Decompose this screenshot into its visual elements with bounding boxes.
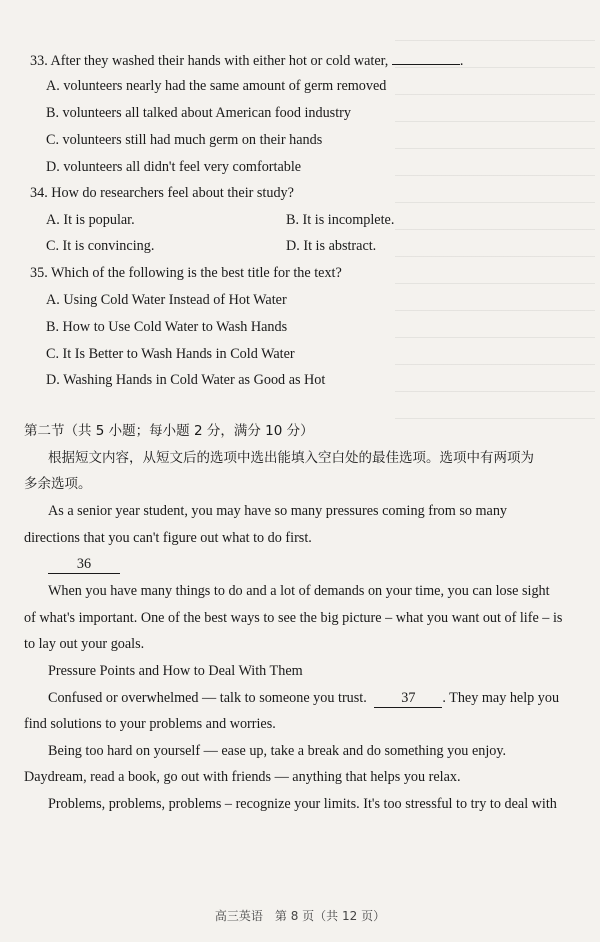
passage-paragraph-5-line-1: Problems, problems, problems – recognize your limits. It's too stressful to try to deal with (48, 796, 557, 812)
blank-37-number: 37 (374, 689, 442, 708)
question-34-option-d: D. It is abstract. (286, 238, 377, 254)
question-35-option-a: A. Using Cold Water Instead of Hot Water (46, 292, 287, 308)
passage-paragraph-4-line-2: Daydream, read a book, go out with friends — anything that helps you relax. (24, 769, 461, 785)
blank-36-number: 36 (48, 555, 120, 574)
passage-paragraph-2-line-2: of what's important. One of the best ways to see the big picture – what you want out of life – is (24, 610, 563, 626)
page-footer: 高三英语 第 8 页（共 12 页） (214, 909, 386, 923)
answer-blank (392, 50, 460, 65)
question-33-option-d: D. volunteers all didn't feel very comfortable (46, 159, 302, 175)
section-instructions-line-2: 多余选项。 (24, 476, 92, 492)
question-34-option-a: A. It is popular. (46, 212, 135, 228)
question-33-stem: 33. After they washed their hands with either hot or cold water, . (30, 50, 463, 70)
question-35-option-b: B. How to Use Cold Water to Wash Hands (46, 319, 288, 335)
section-heading: 第二节（共 5 小题；每小题 2 分，满分 10 分） (24, 423, 314, 439)
passage-paragraph-3-line-2: find solutions to your problems and worries. (24, 716, 276, 732)
section-instructions-line-1: 根据短文内容，从短文后的选项中选出能填入空白处的最佳选项。选项中有两项为 (48, 450, 534, 466)
question-33-option-c: C. volunteers still had much germ on their hands (46, 132, 323, 148)
question-33-option-a: A. volunteers nearly had the same amount of germ removed (46, 78, 387, 94)
question-34-stem: 34. How do researchers feel about their study? (30, 185, 294, 201)
question-34-option-c: C. It is convincing. (46, 238, 155, 254)
bleed-through-shadow (395, 40, 595, 420)
passage-paragraph-4-line-1: Being too hard on yourself — ease up, take a break and do something you enjoy. (48, 743, 507, 759)
passage-paragraph-2-line-1: When you have many things to do and a lot of demands on your time, you can lose sight (48, 583, 550, 599)
passage-paragraph-1-line-1: As a senior year student, you may have so many pressures coming from so many (48, 503, 508, 519)
passage-paragraph-2-line-3: to lay out your goals. (24, 636, 145, 652)
passage-subheading: Pressure Points and How to Deal With Them (48, 663, 303, 679)
question-33-option-b: B. volunteers all talked about American food industry (46, 105, 351, 121)
passage-paragraph-3-line-1: Confused or overwhelmed — talk to someone you trust. 37 . They may help you (48, 690, 560, 706)
blank-36 (48, 555, 120, 574)
passage-paragraph-1-line-2: directions that you can't figure out what to do first. (24, 530, 312, 546)
question-35-stem: 35. Which of the following is the best title for the text? (30, 265, 342, 281)
question-35-option-c: C. It Is Better to Wash Hands in Cold Water (46, 346, 295, 362)
question-35-option-d: D. Washing Hands in Cold Water as Good as Hot (46, 372, 326, 388)
question-34-option-b: B. It is incomplete. (286, 212, 395, 228)
